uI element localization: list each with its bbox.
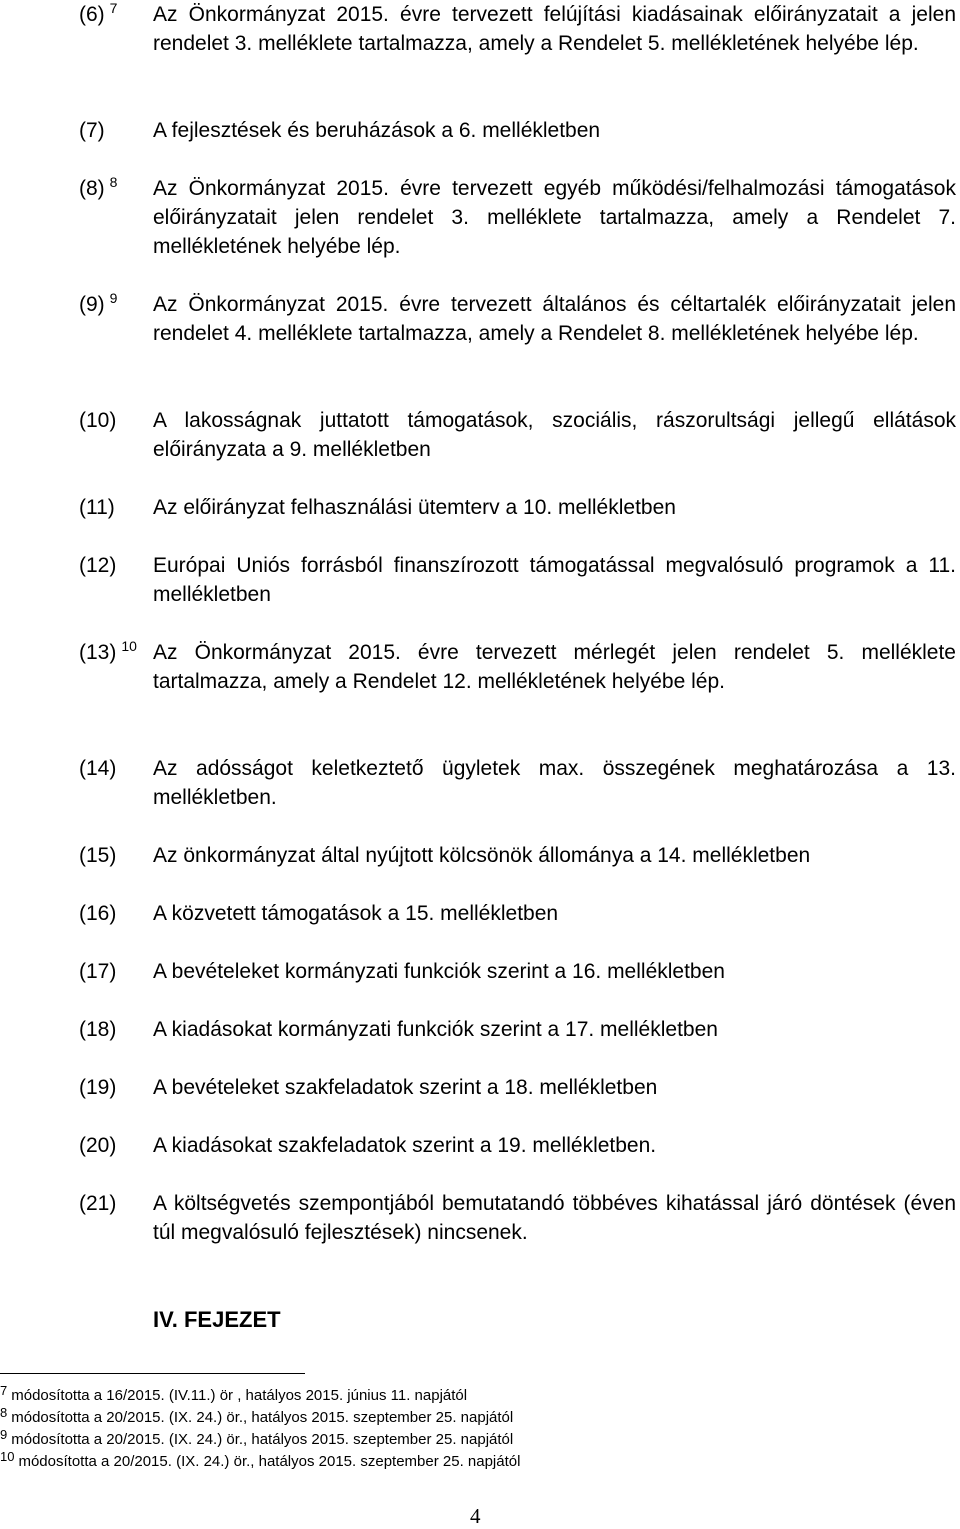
paragraph-text: A bevételeket szakfeladatok szerint a 18. mellékletben <box>153 1076 658 1099</box>
paragraph-number: (21) <box>79 1192 117 1215</box>
paragraph-number: (11) <box>79 496 115 519</box>
paragraph-text: Európai Uniós forrásból finanszírozott támogatással megvalósuló programok a 11. mellékletben <box>153 554 956 606</box>
footnote-10 <box>0 1449 521 1471</box>
footnote-mark: 8 <box>0 1405 8 1420</box>
paragraph-text: Az Önkormányzat 2015. évre tervezett mérlegét jelen rendelet 5. melléklete tartalmazza, amely a Rendelet 12. mellékletének helyébe lép. <box>153 641 956 693</box>
paragraph-number: (10) <box>79 409 117 432</box>
paragraph-number: (7) <box>79 119 105 142</box>
paragraph-number: (20) <box>79 1134 117 1157</box>
footnote-separator <box>0 1373 305 1374</box>
chapter-heading: IV. FEJEZET <box>153 1307 281 1332</box>
paragraph-number: (15) <box>79 844 117 867</box>
paragraph-text: A bevételeket kormányzati funkciók szerint a 16. mellékletben <box>153 960 725 983</box>
footnote-text: módosította a 16/2015. (IV.11.) ör , hatályos 2015. június 11. napjától <box>11 1387 468 1404</box>
paragraph-text: A fejlesztések és beruházások a 6. mellékletben <box>153 119 601 142</box>
paragraph-number: (16) <box>79 902 117 925</box>
paragraph-text: A költségvetés szempontjából bemutatandó többéves kihatással járó döntések (éven túl megvalósuló fejlesztések) nincsenek. <box>153 1192 956 1244</box>
footnote-ref: 9 <box>109 290 118 306</box>
footnote-text: módosította a 20/2015. (IX. 24.) ör., hatályos 2015. szeptember 25. napjától <box>11 1431 514 1448</box>
paragraph-text: A kiadásokat szakfeladatok szerint a 19. mellékletben. <box>153 1134 657 1157</box>
footnote-ref: 10 <box>121 638 137 654</box>
paragraph-text: Az Önkormányzat 2015. évre tervezett egyéb működési/felhalmozási támogatások előirányzatait jelen rendelet 3. melléklete tartalmazza, amely a Rendelet 7. mellékletének helyébe lép. <box>153 177 956 258</box>
paragraph-text: A közvetett támogatások a 15. mellékletben <box>153 902 559 925</box>
paragraph-number: (8) $^8$ <box>79 174 118 200</box>
footnote-9 <box>0 1427 514 1449</box>
footnote-mark: 9 <box>0 1427 8 1442</box>
footnote-ref: 8 <box>109 174 118 190</box>
paragraph-number: (18) <box>79 1018 117 1041</box>
paragraph-number: (19) <box>79 1076 117 1099</box>
page-number: 4 <box>470 1504 481 1528</box>
footnote-text: módosította a 20/2015. (IX. 24.) ör., hatályos 2015. szeptember 25. napjától <box>11 1409 514 1426</box>
footnote-mark: 10 <box>0 1449 15 1464</box>
paragraph-text: Az adósságot keletkeztető ügyletek max. összegének meghatározása a 13. mellékletben. <box>153 757 956 809</box>
footnote-text: módosította a 20/2015. (IX. 24.) ör., hatályos 2015. szeptember 25. napjától <box>18 1453 521 1470</box>
paragraph-text: A lakosságnak juttatott támogatások, szociális, rászorultsági jellegű ellátások előirányzata a 9. mellékletben <box>153 409 956 461</box>
paragraph-text: Az Önkormányzat 2015. évre tervezett felújítási kiadásainak előirányzatait a jelen rendelet 3. melléklete tartalmazza, amely a Rendelet 5. mellékletének helyébe lép. <box>153 3 956 55</box>
paragraph-number: (12) <box>79 554 117 577</box>
footnote-8 <box>0 1405 514 1427</box>
paragraph-text: Az előirányzat felhasználási ütemterv a 10. mellékletben <box>153 496 676 519</box>
footnote-mark: 7 <box>0 1383 8 1398</box>
paragraph-text: A kiadásokat kormányzati funkciók szerint a 17. mellékletben <box>153 1018 718 1041</box>
paragraph-number: (9) $^9$ <box>79 290 118 316</box>
paragraph-number: (17) <box>79 960 117 983</box>
paragraph-number: (14) <box>79 757 117 780</box>
footnote-7 <box>0 1383 468 1405</box>
paragraph-text: Az önkormányzat által nyújtott kölcsönök állománya a 14. mellékletben <box>153 844 811 867</box>
paragraph-number: (13) $^{10}$ <box>79 638 137 664</box>
paragraph-number: (6) $^7$ <box>79 0 118 26</box>
paragraph-text: Az Önkormányzat 2015. évre tervezett általános és céltartalék előirányzatait jelen rendelet 4. melléklete tartalmazza, amely a Rendelet 8. mellékletének helyébe lép. <box>153 293 956 345</box>
footnote-ref: 7 <box>109 0 118 16</box>
